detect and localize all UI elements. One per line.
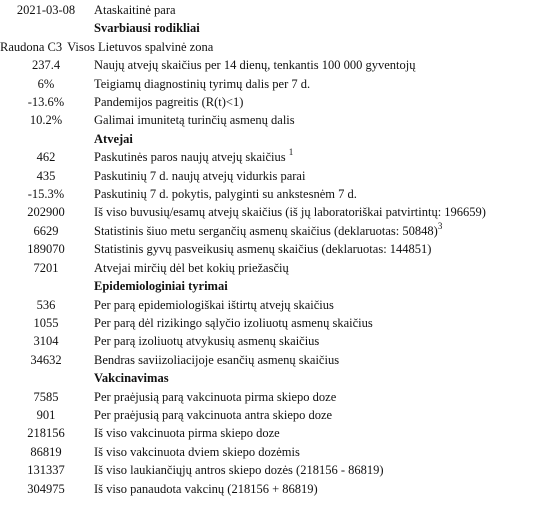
row-value: 131337 xyxy=(27,463,65,478)
row-description: Paskutinių 7 d. pokytis, palyginti su ankstesnėm 7 d. xyxy=(94,187,357,202)
row-description: Paskutinės paros naujų atvejų skaičius xyxy=(94,150,286,165)
row-description: Iš viso vakcinuota dviem skiepo dozėmis xyxy=(94,444,300,459)
section-header-vaccination xyxy=(0,369,486,387)
section-header-cases xyxy=(0,130,486,148)
row-value: 7201 xyxy=(33,260,59,275)
table-row xyxy=(0,240,486,258)
row-description: Per parą izoliuotų atvykusių asmenų skaičius xyxy=(94,334,320,349)
row-description-cell xyxy=(94,222,486,240)
table-row xyxy=(0,259,486,277)
row-value: -13.6% xyxy=(27,95,65,110)
statistics-table xyxy=(0,1,486,498)
row-description: Paskutinių 7 d. naujų atvejų vidurkis parai xyxy=(94,168,306,183)
row-description: Teigiamų diagnostinių tyrimų dalis per 7 d. xyxy=(94,76,311,91)
row-value: 304975 xyxy=(27,481,65,496)
table-row xyxy=(0,111,486,129)
report-date-row xyxy=(0,1,486,19)
table-row xyxy=(0,148,486,166)
row-description: Galimai imunitetą turinčių asmenų dalis xyxy=(94,113,295,128)
footnote-marker: 1 xyxy=(288,147,294,158)
section-header-key-indicators xyxy=(0,19,486,37)
table-row xyxy=(0,222,486,240)
row-value: 237.4 xyxy=(31,58,61,73)
row-value: 1055 xyxy=(33,315,59,330)
section-title: Svarbiausi rodikliai xyxy=(94,21,200,36)
row-description: Statistinis gyvų pasveikusių asmenų skaičius (deklaruotas: 144851) xyxy=(94,242,432,257)
row-value: 462 xyxy=(36,150,56,165)
row-value: 7585 xyxy=(33,389,59,404)
row-description: Bendras saviizoliacijoje esančių asmenų skaičius xyxy=(94,352,340,367)
row-description: Per parą epidemiologiškai ištirtų atvejų skaičius xyxy=(94,297,334,312)
row-description: Per praėjusią parą vakcinuota pirma skiepo doze xyxy=(94,389,337,404)
row-description: Iš viso laukiančiųjų antros skiepo dozės (218156 - 86819) xyxy=(94,463,384,478)
row-value: -15.3% xyxy=(27,187,65,202)
row-value: 86819 xyxy=(30,444,62,459)
section-title: Epidemiologiniai tyrimai xyxy=(94,279,228,294)
row-description: Pandemijos pagreitis (R(t)<1) xyxy=(94,95,244,110)
row-value: 536 xyxy=(36,297,56,312)
row-description: Statistinis šiuo metu sergančių asmenų skaičius (deklaruotas: 50848) xyxy=(94,223,438,238)
row-value: 34632 xyxy=(30,352,62,367)
row-value: 10.2% xyxy=(29,113,63,128)
table-row xyxy=(0,406,486,424)
row-value: 435 xyxy=(36,168,56,183)
table-row xyxy=(0,351,486,369)
row-value: 189070 xyxy=(27,242,65,257)
table-row xyxy=(0,167,486,185)
row-description: Iš viso vakcinuota pirma skiepo doze xyxy=(94,426,280,441)
row-description: Iš viso panaudota vakcinų (218156 + 86819) xyxy=(94,481,318,496)
table-row xyxy=(0,314,486,332)
table-row xyxy=(0,388,486,406)
footnote-marker: 3 xyxy=(437,220,443,231)
section-header-epidemiology xyxy=(0,277,486,295)
table-row xyxy=(0,443,486,461)
row-value: 202900 xyxy=(27,205,65,220)
report-date: 2021-03-08 xyxy=(16,3,76,17)
row-description: Per parą dėl rizikingo sąlyčio izoliuotų asmenų skaičius xyxy=(94,315,373,330)
table-row xyxy=(0,75,486,93)
row-value: 218156 xyxy=(27,426,65,441)
row-description: Per praėjusią parą vakcinuota antra skiepo doze xyxy=(94,407,333,422)
table-row xyxy=(0,424,486,442)
table-row xyxy=(0,203,486,221)
section-title: Atvejai xyxy=(94,131,133,146)
report-title: Ataskaitinė para xyxy=(94,3,176,17)
table-row xyxy=(0,296,486,314)
table-row xyxy=(0,185,486,203)
table-row xyxy=(0,332,486,350)
zone-row xyxy=(0,38,486,56)
section-title: Vakcinavimas xyxy=(94,371,169,386)
row-value: 3104 xyxy=(33,334,59,349)
table-row xyxy=(0,461,486,479)
table-row xyxy=(0,480,486,498)
row-description: Atvejai mirčių dėl bet kokių priežasčių xyxy=(94,260,289,275)
row-description: Iš viso buvusių/esamų atvejų skaičius (iš jų laboratoriškai patvirtintų: 196659) xyxy=(94,205,486,220)
row-description: Naujų atvejų skaičius per 14 dienų, tenkantis 100 000 gyventojų xyxy=(94,58,416,73)
table-row xyxy=(0,56,486,74)
table-row xyxy=(0,93,486,111)
row-value: 901 xyxy=(36,407,56,422)
row-description-cell xyxy=(94,148,486,166)
row-value: 6629 xyxy=(33,223,59,238)
zone-description: Visos Lietuvos spalvinė zona xyxy=(67,39,214,54)
zone-label: Raudona C3 xyxy=(0,39,63,54)
row-value: 6% xyxy=(37,76,55,91)
